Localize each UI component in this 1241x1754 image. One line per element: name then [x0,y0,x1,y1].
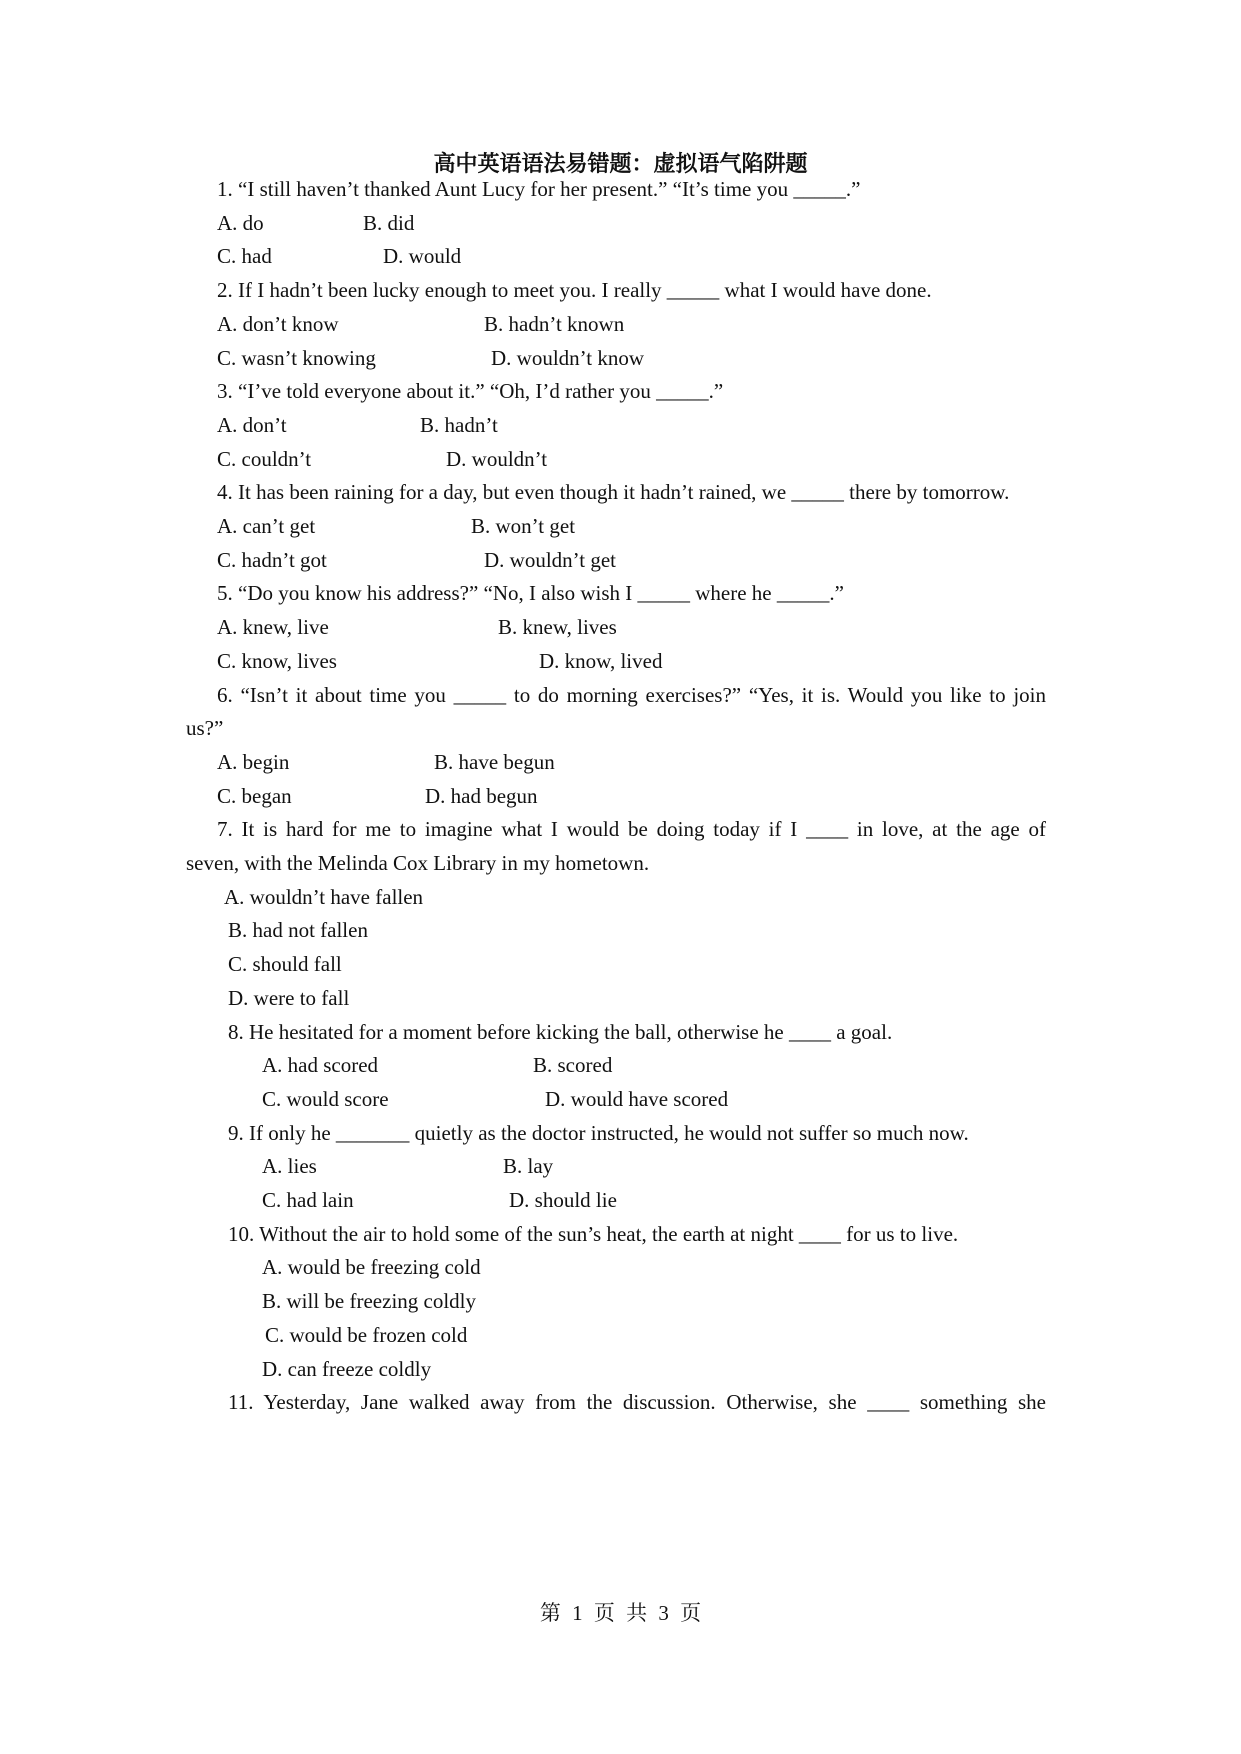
question-10-option-c: C. would be frozen cold [265,1323,468,1347]
question-8-option-c: C. would score [262,1087,389,1111]
question-1-option-b: B. did [363,211,415,235]
question-6-option-c: C. began [217,784,292,808]
question-5-stem: 5. “Do you know his address?” “No, I also wish I _____ where he _____.” [217,581,844,605]
question-8-stem: 8. He hesitated for a moment before kicking the ball, otherwise he ____ a goal. [228,1020,893,1044]
question-10-option-b: B. will be freezing coldly [262,1289,477,1313]
question-6-stem-line-1: 6. “Isn’t it about time you _____ to do morning exercises?” “Yes, it is. Would you like to join [217,683,1046,707]
question-2-option-b: B. hadn’t known [484,312,625,336]
page-title: 高中英语语法易错题：虚拟语气陷阱题 [433,152,808,177]
question-7-option-a: A. wouldn’t have fallen [224,885,424,909]
question-9-stem: 9. If only he _______ quietly as the doctor instructed, he would not suffer so much now. [228,1121,969,1145]
question-9-option-d: D. should lie [509,1188,617,1212]
question-10-option-a: A. would be freezing cold [262,1255,481,1279]
question-11-stem: 11. Yesterday, Jane walked away from the discussion. Otherwise, she ____ something she [228,1390,1046,1414]
question-9-option-c: C. had lain [262,1188,354,1212]
question-3-option-d: D. wouldn’t [446,447,548,471]
question-2-stem: 2. If I hadn’t been lucky enough to meet you. I really _____ what I would have done. [217,278,932,302]
question-8-option-a: A. had scored [262,1053,379,1077]
question-8-option-d: D. would have scored [545,1087,729,1111]
question-1-option-a: A. do [217,211,264,235]
question-1-option-d: D. would [383,244,462,268]
question-8-option-b: B. scored [533,1053,613,1077]
question-7-stem-line-2: seven, with the Melinda Cox Library in my hometown. [186,851,650,875]
question-1-option-c: C. had [217,244,272,268]
question-7-stem-line-1: 7. It is hard for me to imagine what I would be doing today if I ____ in love, at the age of [217,817,1046,841]
question-9-option-a: A. lies [262,1154,317,1178]
question-2-option-c: C. wasn’t knowing [217,346,376,370]
question-7-option-b: B. had not fallen [228,918,368,942]
question-4-option-d: D. wouldn’t get [484,548,617,572]
question-1-stem: 1. “I still haven’t thanked Aunt Lucy for her present.” “It’s time you _____.” [217,177,861,201]
question-4-option-a: A. can’t get [217,514,316,538]
question-6-option-d: D. had begun [425,784,538,808]
question-4-stem: 4. It has been raining for a day, but even though it hadn’t rained, we _____ there by tomorrow. [217,480,1010,504]
question-5-option-c: C. know, lives [217,649,337,673]
question-5-option-a: A. knew, live [217,615,329,639]
question-6-stem-line-2: us?” [186,716,224,740]
question-6-option-b: B. have begun [434,750,555,774]
question-3-stem: 3. “I’ve told everyone about it.” “Oh, I’d rather you _____.” [217,379,724,403]
question-10-option-d: D. can freeze coldly [262,1357,432,1381]
question-3-option-c: C. couldn’t [217,447,312,471]
question-4-option-c: C. hadn’t got [217,548,327,572]
page-footer: 第 1 页 共 3 页 [539,1601,702,1625]
question-3-option-b: B. hadn’t [420,413,498,437]
question-2-option-d: D. wouldn’t know [491,346,645,370]
question-10-stem: 10. Without the air to hold some of the sun’s heat, the earth at night ____ for us to live. [228,1222,959,1246]
question-7-option-d: D. were to fall [228,986,350,1010]
question-5-option-b: B. knew, lives [498,615,617,639]
question-4-option-b: B. won’t get [471,514,576,538]
question-9-option-b: B. lay [503,1154,554,1178]
question-6-option-a: A. begin [217,750,290,774]
question-7-option-c: C. should fall [228,952,342,976]
question-3-option-a: A. don’t [217,413,287,437]
question-2-option-a: A. don’t know [217,312,339,336]
question-5-option-d: D. know, lived [539,649,663,673]
